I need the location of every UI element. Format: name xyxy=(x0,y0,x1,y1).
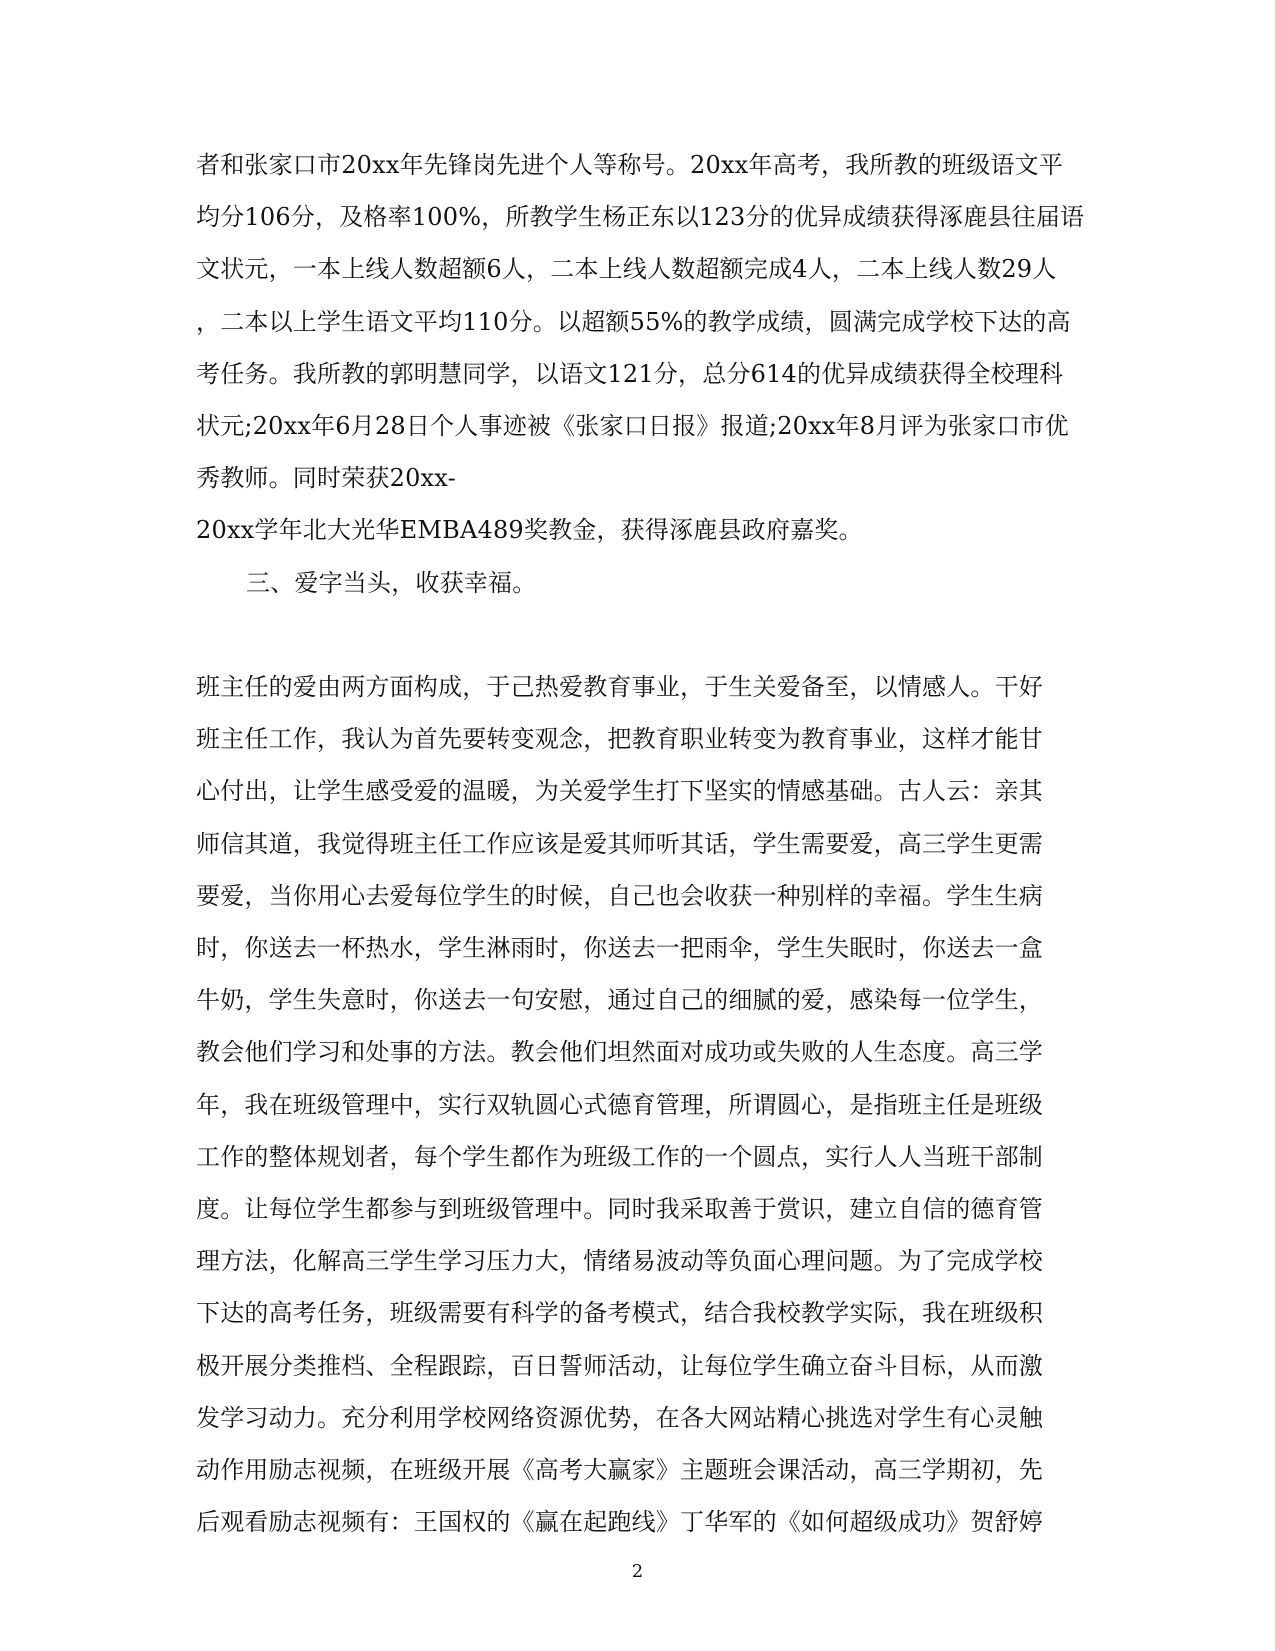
paragraph-line: 秀教师。同时荣获20xx- xyxy=(196,464,456,492)
paragraph-line: 下达的高考任务，班级需要有科学的备考模式，结合我校教学实际，我在班级积 xyxy=(196,1299,1043,1327)
paragraph-line: 班主任工作，我认为首先要转变观念，把教育职业转变为教育事业，这样才能甘 xyxy=(196,725,1043,753)
paragraph-line: 心付出，让学生感受爱的温暖，为关爱学生打下坚实的情感基础。古人云：亲其 xyxy=(196,777,1043,805)
paragraph-line: 动作用励志视频，在班级开展《高考大赢家》主题班会课活动，高三学期初，先 xyxy=(196,1456,1043,1484)
paragraph-line: 考任务。我所教的郭明慧同学，以语文121分，总分614的优异成绩获得全校理科 xyxy=(196,360,1064,388)
paragraph-line: 20xx学年北大光华EMBA489奖教金，获得涿鹿县政府嘉奖。 xyxy=(196,516,863,544)
paragraph-line: 发学习动力。充分利用学校网络资源优势，在各大网站精心挑选对学生有心灵触 xyxy=(196,1404,1043,1432)
paragraph-line: 文状元，一本上线人数超额6人，二本上线人数超额完成4人，二本上线人数29人 xyxy=(196,255,1057,283)
paragraph-line: 师信其道，我觉得班主任工作应该是爱其师听其话，学生需要爱，高三学生更需 xyxy=(196,830,1043,858)
paragraph-line: 均分106分，及格率100%，所教学生杨正东以123分的优异成绩获得涿鹿县往届语 xyxy=(196,203,1085,231)
paragraph-line: ，二本以上学生语文平均110分。以超额55%的教学成绩，圆满完成学校下达的高 xyxy=(196,308,1071,336)
paragraph-line: 后观看励志视频有：王国权的《赢在起跑线》丁华军的《如何超级成功》贺舒婷 xyxy=(196,1508,1043,1536)
paragraph-line: 牛奶，学生失意时，你送去一句安慰，通过自己的细腻的爱，感染每一位学生， xyxy=(196,986,1043,1014)
paragraph-line: 状元;20xx年6月28日个人事迹被《张家口日报》报道;20xx年8月评为张家口市优 xyxy=(196,412,1069,440)
section-heading: 三、爱字当头，收获幸福。 xyxy=(246,569,537,597)
paragraph-line: 度。让每位学生都参与到班级管理中。同时我采取善于赏识，建立自信的德育管 xyxy=(196,1195,1043,1223)
paragraph-line: 者和张家口市20xx年先锋岗先进个人等称号。20xx年高考，我所教的班级语文平 xyxy=(196,151,1064,179)
paragraph-line: 要爱，当你用心去爱每位学生的时候，自己也会收获一种别样的幸福。学生生病 xyxy=(196,882,1043,910)
paragraph-line: 年，我在班级管理中，实行双轨圆心式德育管理，所谓圆心，是指班主任是班级 xyxy=(196,1091,1043,1119)
page-number: 2 xyxy=(631,1561,644,1582)
paragraph-line: 教会他们学习和处事的方法。教会他们坦然面对成功或失败的人生态度。高三学 xyxy=(196,1038,1043,1066)
paragraph-line: 工作的整体规划者，每个学生都作为班级工作的一个圆点，实行人人当班干部制 xyxy=(196,1143,1043,1171)
paragraph-line: 极开展分类推档、全程跟踪，百日誓师活动，让每位学生确立奋斗目标，从而激 xyxy=(196,1352,1043,1380)
paragraph-line: 理方法，化解高三学生学习压力大，情绪易波动等负面心理问题。为了完成学校 xyxy=(196,1247,1043,1275)
paragraph-line: 班主任的爱由两方面构成，于己热爱教育事业，于生关爱备至，以情感人。干好 xyxy=(196,673,1043,701)
paragraph-line: 时，你送去一杯热水，学生淋雨时，你送去一把雨伞，学生失眠时，你送去一盒 xyxy=(196,934,1043,962)
